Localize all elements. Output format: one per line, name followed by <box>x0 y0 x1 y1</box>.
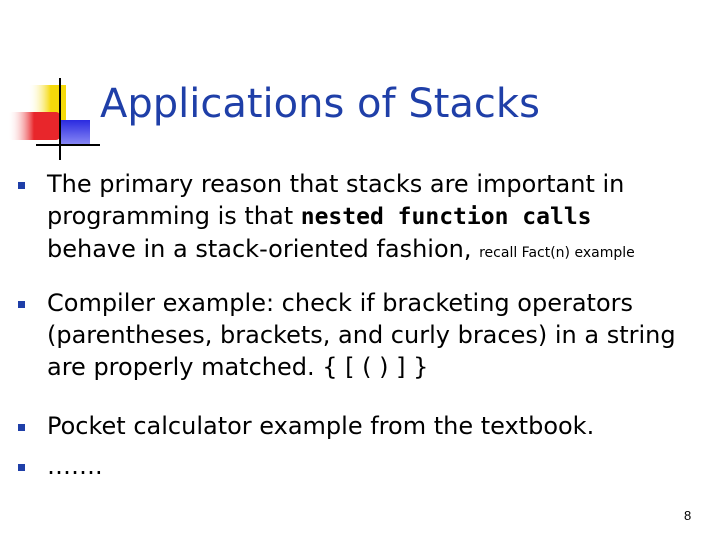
bullet-text <box>47 168 687 269</box>
bullet-text-end: behave in a stack-oriented fashion, <box>47 235 480 263</box>
bullet-square-icon <box>18 182 25 189</box>
bullet-small-text: recall Fact(n) example <box>479 245 635 261</box>
slide-title: Applications of Stacks <box>100 81 540 127</box>
bullet-square-icon <box>18 464 25 471</box>
bullet-text: Pocket calculator example from the textbook. <box>47 412 595 440</box>
page-number: 8 <box>684 508 692 523</box>
bullet-text-start: The primary reason that stacks are important in programming is that <box>47 170 625 230</box>
bullet-text: ……. <box>47 452 103 480</box>
bullet-square-icon <box>18 301 25 308</box>
bullet-square-icon <box>18 424 25 431</box>
bullet-bold-text: nested function calls <box>300 204 592 230</box>
bullet-text: Compiler example: check if bracketing operators (parentheses, brackets, and curly braces) in a string are properly matched. { [ ( ) ] } <box>47 289 676 381</box>
